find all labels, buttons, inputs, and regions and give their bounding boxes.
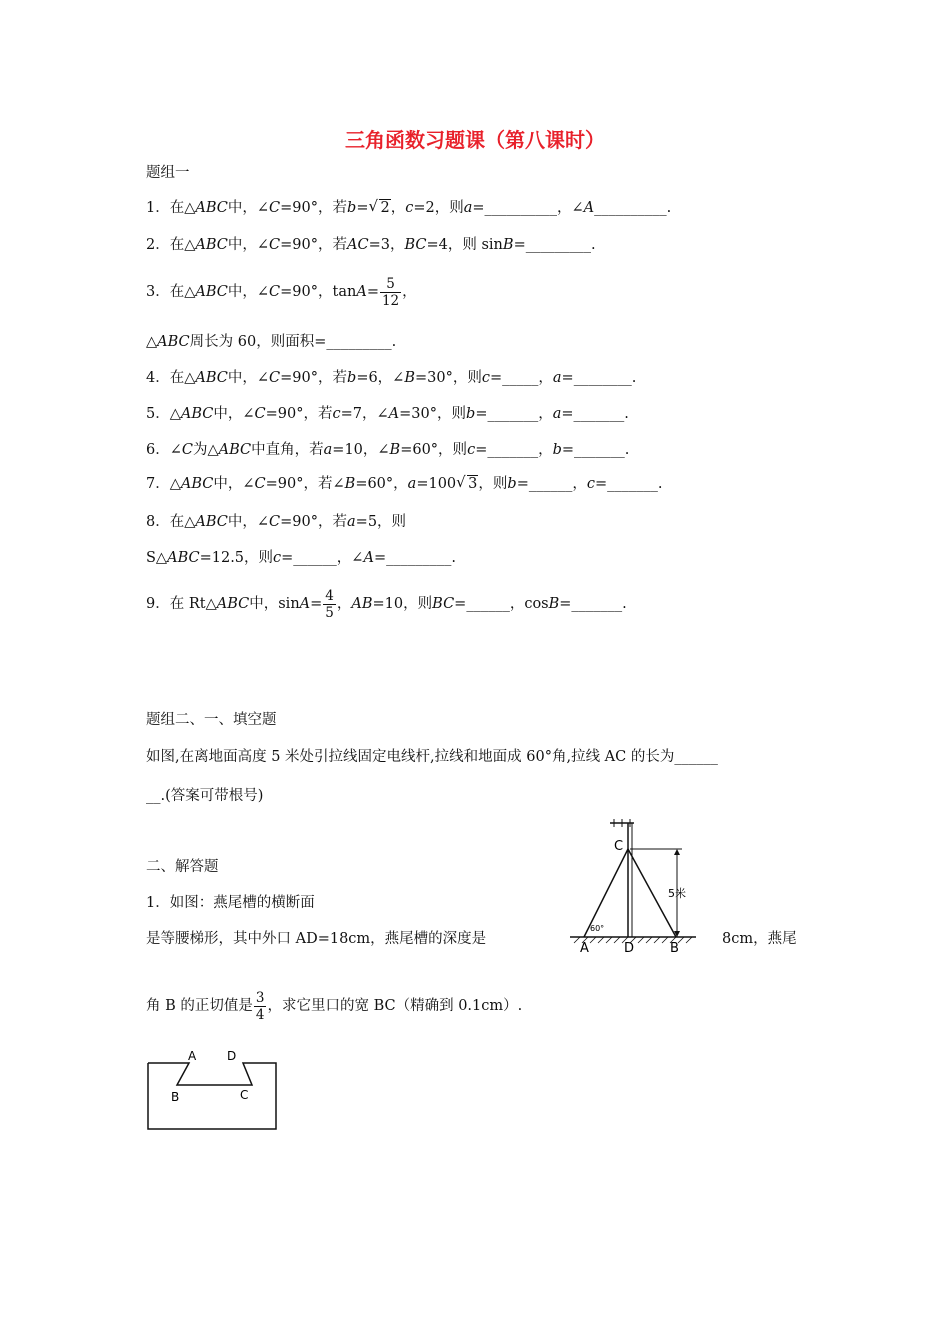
solve-question-1: 1．如图：燕尾槽的横断面 (146, 895, 315, 911)
solve-question-1-line2-right: 8cm，燕尾 (722, 931, 797, 947)
solve-question-1-line2: 是等腰梯形，其中外口 AD=18cm，燕尾槽的深度是 (146, 931, 487, 947)
answer-section-heading: 二、解答题 (146, 859, 219, 875)
label-a: A (188, 1049, 197, 1063)
dovetail-outline (148, 1063, 276, 1129)
label-b: B (670, 941, 679, 955)
label-c: C (240, 1088, 249, 1102)
question-8: 8．在△ABC中，∠C=90°，若a=5，则 (146, 514, 407, 530)
page-title: 三角函数习题课（第八课时） (345, 128, 605, 152)
label-a: A (580, 941, 589, 955)
question-4: 4．在△ABC中，∠C=90°，若b=6，∠B=30°，则c=_____，a=________. (146, 370, 637, 386)
fraction: $\frac{4}{5}$ (325, 587, 334, 621)
question-1: 1．在△ABC中，∠C=90°，若b=√ 2，c=2，则a=__________，∠A__________. (146, 198, 671, 218)
question-2: 2．在△ABC中，∠C=90°，若AC=3，BC=4，则 sinB=_________. (146, 237, 596, 253)
sqrt-symbol: √ 3 (457, 474, 478, 494)
question-3: 3．在△ABC中，∠C=90°，tanA= $\frac{5}{12}$ ， (146, 275, 417, 309)
dovetail-diagram (145, 1045, 279, 1135)
label-b: B (171, 1090, 180, 1104)
label-angle: 60° (590, 924, 605, 933)
fraction: $\frac{5}{12}$ (381, 275, 400, 309)
question-3-continued: △ABC周长为 60，则面积=_________. (146, 334, 397, 350)
question-8-continued: S△ABC=12.5，则c=______，∠A=_________. (146, 550, 456, 566)
fill-in-question-continued: __.(答案可带根号) (146, 788, 264, 804)
label-height: 5米 (668, 887, 686, 900)
question-5: 5．△ABC中，∠C=90°，若c=7，∠A=30°，则b=_______，a=_______. (146, 406, 629, 422)
fill-in-question: 如图,在离地面高度 5 米处引拉线固定电线杆,拉线和地面成 60°角,拉线 AC 的长为______ (146, 749, 718, 765)
sqrt-symbol: √ 2 (369, 198, 390, 218)
group2-heading: 题组二、一、填空题 (146, 712, 277, 728)
fraction: $\frac{3}{4}$ (255, 989, 265, 1023)
question-7: 7．△ABC中，∠C=90°，若∠B=60°，a=100√ 3，则b=______，c=_______. (146, 474, 662, 494)
group1-heading: 题组一 (146, 165, 190, 181)
label-c: C (614, 839, 624, 854)
question-6: 6．∠C为△ABC中直角，若a=10，∠B=60°，则c=_______，b=_______. (146, 442, 630, 458)
question-9: 9．在 Rt△ABC中，sinA= $\frac{4}{5}$ ，AB=10，则BC=______，cosB=_______. (146, 587, 627, 621)
pole-diagram (570, 815, 700, 955)
label-d: D (227, 1049, 237, 1063)
label-d: D (624, 941, 635, 955)
solve-question-1-line3: 角 B 的正切值是 $\frac{3}{4}$ ，求它里口的宽 BC（精确到 0.1cm）. (146, 989, 523, 1023)
